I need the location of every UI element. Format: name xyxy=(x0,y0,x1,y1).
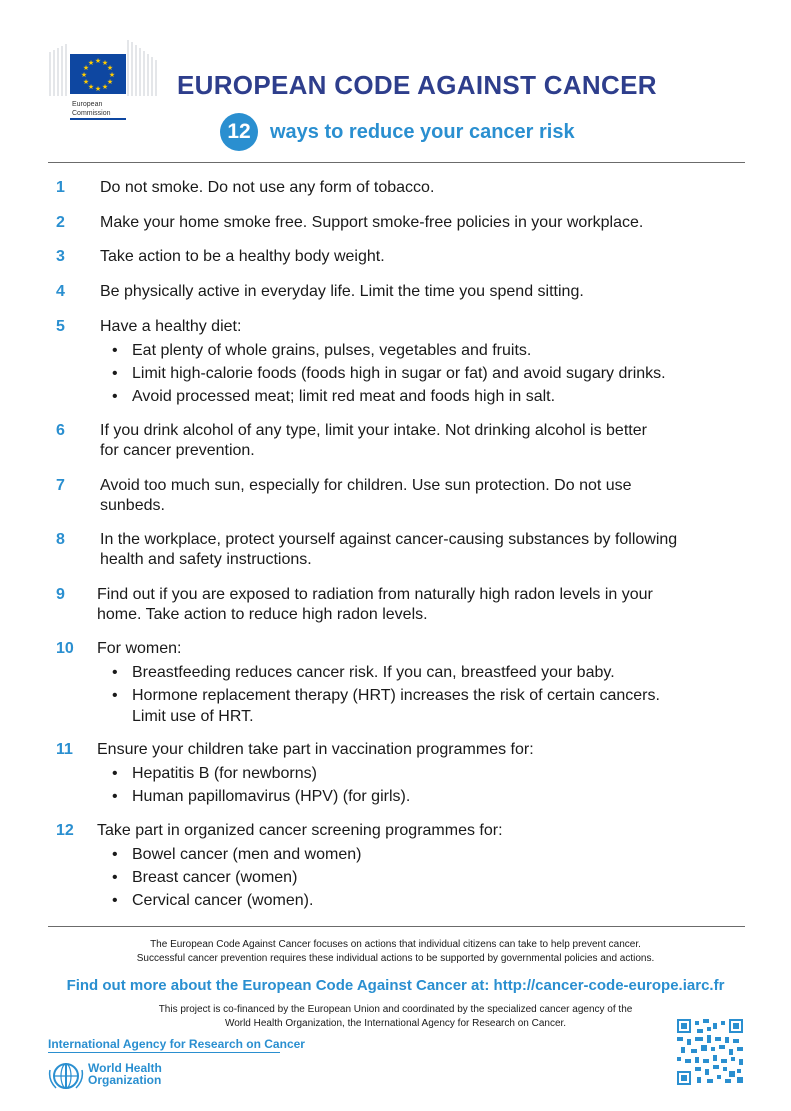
item-number: 12 xyxy=(56,822,74,839)
item-text: Do not smoke. Do not use any form of tobacco. xyxy=(100,179,435,196)
svg-text:★: ★ xyxy=(82,64,90,72)
item-text: Have a healthy diet: xyxy=(100,318,242,335)
item-text: Be physically active in everyday life. Limit the time you spend sitting. xyxy=(100,283,584,300)
count-badge: 12 xyxy=(220,113,258,151)
svg-text:★: ★ xyxy=(94,57,102,65)
item-number: 3 xyxy=(56,248,65,265)
svg-text:★: ★ xyxy=(82,78,90,86)
item-number: 7 xyxy=(56,477,65,494)
qr-code-icon[interactable] xyxy=(677,1019,743,1085)
item-text: Ensure your children take part in vaccination programmes for: xyxy=(97,741,534,758)
item-number: 2 xyxy=(56,214,65,231)
item-text: In the workplace, protect yourself against cancer-causing substances by following health and safety instructions. xyxy=(100,531,678,568)
item-number: 11 xyxy=(56,741,73,758)
svg-text:★: ★ xyxy=(87,83,95,91)
svg-text:★: ★ xyxy=(106,64,114,72)
subtitle: ways to reduce your cancer risk xyxy=(270,120,575,143)
item-text: For women: xyxy=(97,640,182,657)
item-number: 1 xyxy=(56,179,65,196)
item-text: Avoid too much sun, especially for children. Use sun protection. Do not use sunbeds. xyxy=(100,477,632,514)
footer-note-line1: The European Code Against Cancer focuses on actions that individual citizens can take to help prevent cancer. xyxy=(150,939,641,950)
iarc-underline xyxy=(48,1052,280,1053)
more-info-link[interactable]: Find out more about the European Code Against Cancer at: http://cancer-code-europe.iarc.fr xyxy=(66,977,725,994)
item-text: If you drink alcohol of any type, limit your intake. Not drinking alcohol is better for cancer prevention. xyxy=(100,422,647,459)
cofinance-line2: World Health Organization, the International Agency for Research on Cancer. xyxy=(224,1018,567,1029)
item-number: 9 xyxy=(56,586,65,603)
iarc-logo-text: International Agency for Research on Cancer xyxy=(48,1037,305,1051)
svg-text:★: ★ xyxy=(101,83,109,91)
who-logo-text: World Health Organization xyxy=(88,1061,162,1087)
svg-text:Commission: Commission xyxy=(72,110,111,117)
item-number: 4 xyxy=(56,283,65,300)
who-emblem-icon xyxy=(48,1060,84,1092)
item-text: Take part in organized cancer screening programmes for: xyxy=(97,822,503,839)
item-number: 10 xyxy=(56,640,74,657)
subtitle-row xyxy=(220,113,575,151)
svg-text:European: European xyxy=(72,101,103,108)
item-text: Make your home smoke free. Support smoke-free policies in your workplace. xyxy=(100,214,644,231)
footer-divider xyxy=(48,926,745,927)
cofinance-line1: This project is co-financed by the European Union and coordinated by the specialized cancer agency of the xyxy=(158,1004,633,1015)
item-text: Find out if you are exposed to radiation from naturally high radon levels in your home. Take action to reduce high radon levels. xyxy=(97,586,653,623)
item-number: 6 xyxy=(56,422,65,439)
item-number: 8 xyxy=(56,531,65,548)
european-commission-logo xyxy=(46,36,172,122)
page-title: EUROPEAN CODE AGAINST CANCER xyxy=(177,70,657,100)
svg-text:★: ★ xyxy=(101,59,109,67)
header-divider xyxy=(48,162,745,163)
item-text: Take action to be a healthy body weight. xyxy=(100,248,385,265)
svg-text:★: ★ xyxy=(108,71,116,79)
footer-note-line2: Successful cancer prevention requires these individual actions to be supported by governmental policies and actions. xyxy=(136,953,655,964)
svg-text:★: ★ xyxy=(87,59,95,67)
svg-text:★: ★ xyxy=(94,85,102,93)
svg-text:★: ★ xyxy=(106,78,114,86)
item-number: 5 xyxy=(56,318,65,335)
svg-text:★: ★ xyxy=(80,71,88,79)
